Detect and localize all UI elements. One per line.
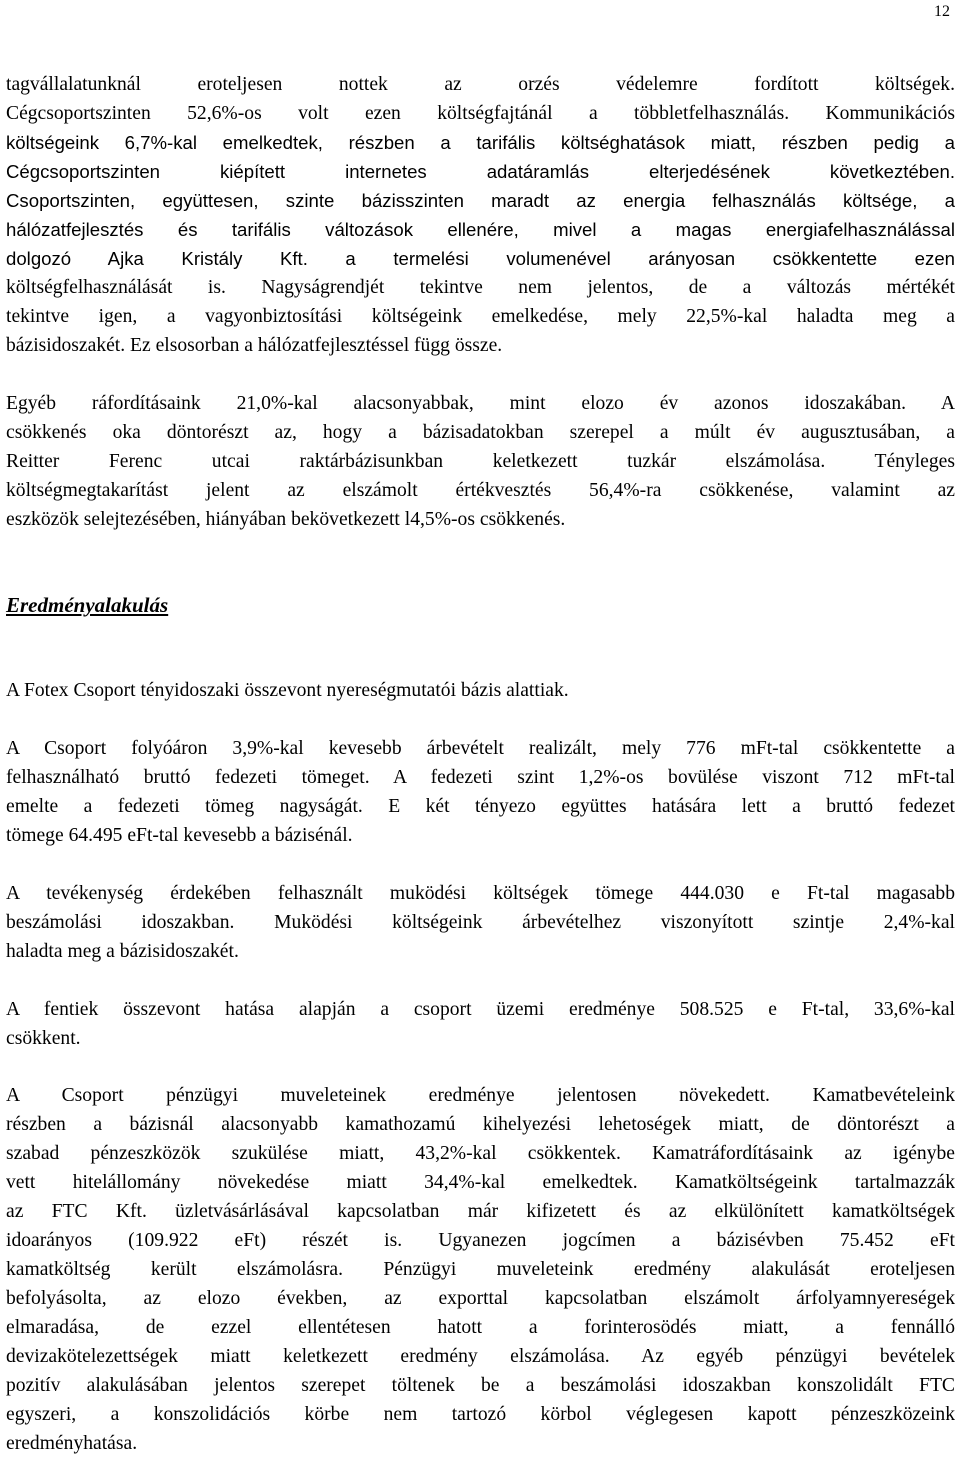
paragraph-operating-result [6,995,955,1053]
text-line: pozitív alakulásában jelentos szerepet töltenek be a beszámolási idoszakban konszolidált FTC [6,1375,955,1396]
text-line: tagvállalatunknál eroteljesen nottek az orzés védelemre fordított költségek. [6,74,955,95]
text-line: felhasználható bruttó fedezeti tömeget. A fedezeti szint 1,2%-os bovülése viszont 712 mFt-tal [6,767,955,788]
text-line: vett hitelállomány növekedése miatt 34,4%-kal emelkedtek. Kamatköltségeink tartalmazzák [6,1172,955,1193]
paragraph-results-intro [6,676,955,705]
text-line: részben a bázisnál alacsonyabb kamathozamú kihelyezési lehetoségek miatt, de döntorészt a [6,1114,955,1135]
text-line: Cégcsoportszinten kiépített internetes adatáramlás elterjedésének következtében. [6,161,955,182]
paragraph-intro [6,70,955,360]
text-line: kamatköltség került elszámolásra. Pénzügyi muveleteink eredmény alakulását eroteljesen [6,1259,955,1280]
text-line: emelte a fedezeti tömeg nagyságát. E két tényezo együttes hatására lett a bruttó fedezet [6,796,955,817]
text-line: költségeink 6,7%-kal emelkedtek, részben a tarifális költséghatások miatt, részben pedig a [6,132,955,153]
paragraph-revenue [6,734,955,850]
text-line: A Csoport folyóáron 3,9%-kal kevesebb árbevételt realizált, mely 776 mFt-tal csökkentette a [6,738,955,759]
text-line: Cégcsoportszinten 52,6%-os volt ezen költségfajtánál a többletfelhasználás. Kommunikációs [6,103,955,124]
text-line: hálózatfejlesztés és tarifális változások ellenére, mivel a magas energiafelhasználással [6,219,955,240]
text-line: költségfelhasználását is. Nagyságrendjét tekintve nem jelentos, de a változás mértékét [6,277,955,298]
section-heading: Eredményalakulás [6,593,169,617]
text-line: eszközök selejtezésében, hiányában bekövetkezett l4,5%-os csökkenés. [6,509,566,530]
text-line: csökkenés oka döntorészt az, hogy a bázisadatokban szerepel a múlt év augusztusában, a [6,422,955,443]
text-line: költségmegtakarítást jelent az elszámolt értékvesztés 56,4%-ra csökkenése, valamint az [6,480,955,501]
text-line: szabad pénzeszközök szukülése miatt, 43,2%-kal csökkentek. Kamatráfordításaink az igénybe [6,1143,955,1164]
paragraph-operating-costs [6,879,955,966]
text-line: egyszeri, a konszolidációs körbe nem tartozó körbol véglegesen kapott pénzeszközeink [6,1404,955,1425]
text-line: A tevékenység érdekében felhasznált muködési költségek tömege 444.030 e Ft-tal magasabb [6,883,955,904]
text-line: idoarányos (109.922 eFt) részét is. Ugyanezen jogcímen a bázisévben 75.452 eFt [6,1230,955,1251]
text-line: dolgozó Ajka Kristály Kft. a termelési volumenével arányosan csökkentette ezen [6,248,955,269]
page-number: 12 [934,3,950,20]
text-line: eredményhatása. [6,1433,138,1454]
text-line: Egyéb ráfordításaink 21,0%-kal alacsonyabbak, mint elozo év azonos idoszakában. A [6,393,955,414]
paragraph-other-expenses [6,389,955,534]
text-line: Reitter Ferenc utcai raktárbázisunkban keletkezett tuzkár elszámolása. Tényleges [6,451,955,472]
text-line: elmaradása, de ezzel ellentétesen hatott a forinterosödés miatt, a fennálló [6,1317,955,1338]
text-line: beszámolási idoszakban. Muködési költségeink árbevételhez viszonyított szintje 2,4%-kal [6,912,955,933]
text-line: A Csoport pénzügyi muveleteinek eredménye jelentosen növekedett. Kamatbevételeink [6,1085,955,1106]
text-line: A fentiek összevont hatása alapján a csoport üzemi eredménye 508.525 e Ft-tal, 33,6%-kal [6,999,955,1020]
text-line: az FTC Kft. üzletvásárlásával kapcsolatban már kifizetett és az elkülönített kamatköltségek [6,1201,955,1222]
text-line: bázisidoszakét. Ez elsosorban a hálózatfejlesztéssel függ össze. [6,335,503,356]
text-line: csökkent. [6,1028,81,1049]
text-line: A Fotex Csoport tényidoszaki összevont nyereségmutatói bázis alattiak. [6,680,569,701]
text-line: devizakötelezettségek miatt keletkezett eredmény elszámolása. Az egyéb pénzügyi bevételek [6,1346,955,1367]
text-line: befolyásolta, az elozo években, az exporttal kapcsolatban elszámolt árfolyamnyereségek [6,1288,955,1309]
text-line: tekintve igen, a vagyonbiztosítási költségeink emelkedése, mely 22,5%-kal haladta meg a [6,306,955,327]
paragraph-financial-result [6,1081,955,1458]
text-line: tömege 64.495 eFt-tal kevesebb a bázisénál. [6,825,353,846]
text-line: Csoportszinten, együttesen, szinte bázisszinten maradt az energia felhasználás költsége, a [6,190,955,211]
text-line: haladta meg a bázisidoszakét. [6,941,239,962]
